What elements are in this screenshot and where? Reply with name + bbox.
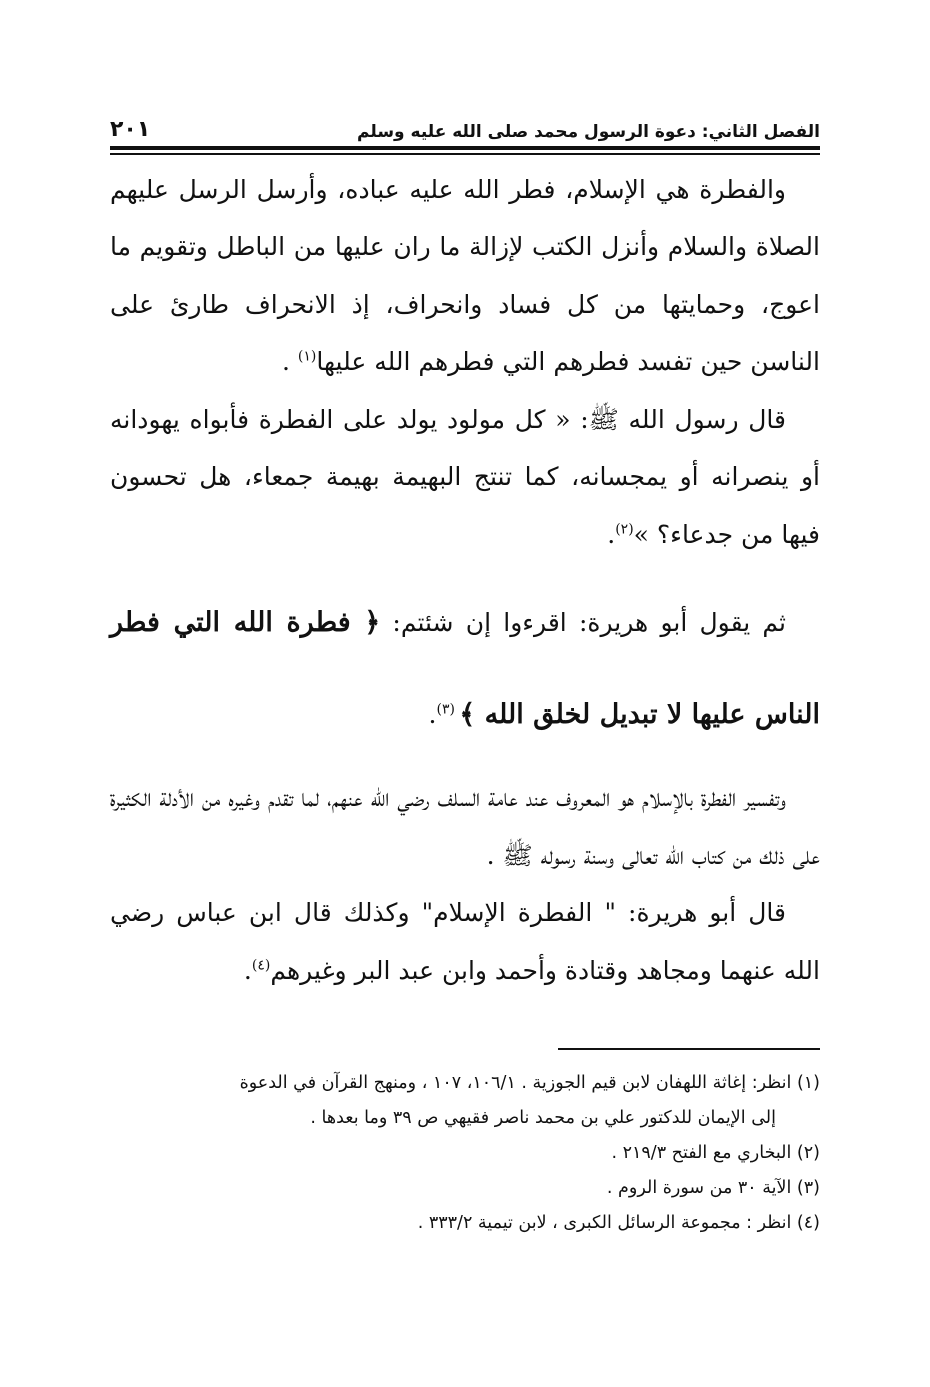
paragraph-fitra bbox=[110, 161, 820, 391]
paragraph-abu-hurayra bbox=[110, 884, 820, 999]
main-text bbox=[110, 161, 820, 1000]
footnote-1-line-2: إلى الإيمان للدكتور علي بن محمد ناصر فقيهي ص ٣٩ وما بعدها . bbox=[310, 1108, 776, 1128]
paragraph-tafsir-text: وتفسير الفطرة بالإسلام هو المعروف عند عامة السلف رضي الله عنهم، لما تقدم وغيره من الأدلة الكثيرة على ذلك من كتاب الله تعالى وسنة رسوله ﷺ . bbox=[110, 783, 820, 870]
footnote-separator bbox=[558, 1048, 820, 1050]
footnote-2: (٢) البخاري مع الفتح ٢١٩/٣ . bbox=[611, 1143, 820, 1163]
header-rule-thin bbox=[110, 153, 820, 155]
paragraph-hadith-end: . bbox=[607, 519, 616, 549]
footnote-4: (٤) انظر : مجموعة الرسائل الكبرى ، لابن تيمية ٣٣٣/٢ . bbox=[417, 1213, 820, 1233]
paragraph-hadith bbox=[110, 391, 820, 564]
footnote-1-line-1: (١) انظر: إغاثة اللهفان لابن قيم الجوزية . ١٠٦/١، ١٠٧ ، ومنهج القرآن في الدعوة bbox=[239, 1073, 820, 1093]
paragraph-fitra-end: . bbox=[282, 347, 298, 376]
paragraph-abu-hurayra-end: . bbox=[243, 955, 252, 985]
running-header bbox=[110, 108, 820, 142]
paragraph-quran-end: . bbox=[428, 700, 437, 729]
quran-verse: ﴿ فطرة الله التي فطر الناس عليها لا تبديل لخلق الله ﴾ bbox=[110, 607, 820, 730]
book-page bbox=[110, 108, 821, 1233]
header-rule-thick bbox=[110, 146, 820, 150]
paragraph-tafsir bbox=[110, 769, 820, 884]
footnote-ref-1: (١) bbox=[297, 348, 317, 365]
paragraph-quran bbox=[110, 577, 820, 761]
chapter-title: الفصل الثاني: دعوة الرسول محمد صلى الله عليه وسلم bbox=[357, 122, 820, 142]
page-number: ٢٠١ bbox=[110, 117, 151, 142]
footnotes bbox=[110, 1066, 820, 1241]
paragraph-fitra-text: والفطرة هي الإسلام، فطر الله عليه عباده، وأرسل الرسل عليهم الصلاة والسلام وأنزل الكتب لإزالة ما ران عليها من الباطل وتقويم ما اعوج، وحمايتها من كل فساد وانحراف، إذ الانحراف طارئ على الناسن حين تفسد فطرهم التي فطرهم الله عليها bbox=[110, 174, 821, 376]
paragraph-hadith-text: قال رسول الله ﷺ: « كل مولود يولد على الفطرة فأبواه يهودانه أو ينصرانه أو يمجسانه، كما تنتج البهيمة بهيمة جمعاء، هل تحسون فيها من جدعاء؟ » bbox=[110, 404, 820, 549]
footnote-ref-4: (٤) bbox=[251, 957, 271, 974]
paragraph-quran-intro: ثم يقول أبو هريرة: اقرءوا إن شئتم: bbox=[380, 608, 787, 637]
footnote-ref-2: (٢) bbox=[615, 521, 634, 538]
footnote-ref-3: (٣) bbox=[436, 701, 460, 718]
paragraph-abu-hurayra-text: قال أبو هريرة: " الفطرة الإسلام" وكذلك قال ابن عباس رضي الله عنهما ومجاهد وقتادة وأحمد وابن عبد البر وغيرهم bbox=[110, 898, 820, 985]
footnote-3: (٣) الآية ٣٠ من سورة الروم . bbox=[606, 1178, 820, 1198]
